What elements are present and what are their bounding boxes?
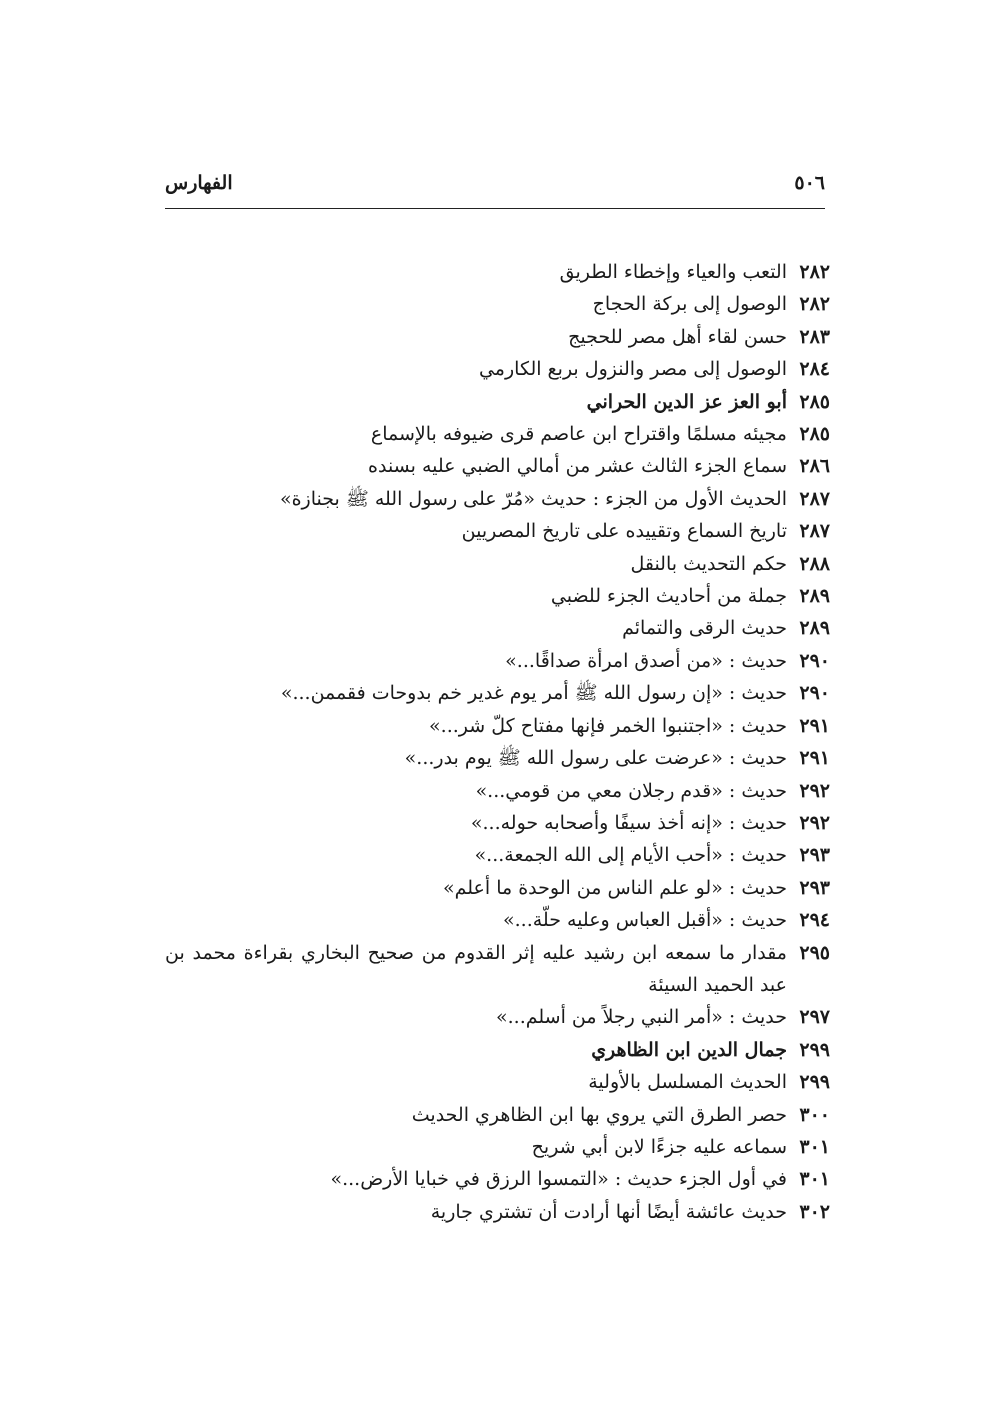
- entry-text: حصر الطرق التي يروي بها ابن الظاهري الحديث: [411, 1103, 787, 1126]
- index-entry: [165, 807, 830, 839]
- entry-text: حديث : «لو علم الناس من الوحدة ما أعلم»: [442, 876, 787, 899]
- entry-page-number: ٣٠١: [799, 1168, 830, 1191]
- entry-page-number: ٣٠٢: [799, 1200, 830, 1223]
- index-entry: [165, 872, 830, 904]
- entry-text: سماعه عليه جزءًا لابن أبي شريح: [531, 1135, 787, 1158]
- entry-page-number: ٢٨٤: [799, 358, 830, 381]
- entry-text: مجيئه مسلمًا واقتراح ابن عاصم قرى ضيوفه بالإسماع: [370, 423, 787, 446]
- entry-page-number: ٢٩٩: [799, 1071, 830, 1094]
- running-title: الفهارس: [165, 172, 233, 194]
- index-entry: [165, 1099, 830, 1131]
- entry-page-number: ٢٩١: [799, 714, 830, 737]
- entry-page-number: ٢٨٢: [799, 293, 830, 316]
- index-entry: [165, 1131, 830, 1163]
- index-entry: [165, 515, 830, 547]
- index-entry: [165, 580, 830, 612]
- entry-page-number: ٣٠٠: [799, 1103, 830, 1126]
- index-entry: [165, 418, 830, 450]
- entry-page-number: ٢٨٣: [799, 325, 830, 348]
- entry-text: مقدار ما سمعه ابن رشيد عليه إثر القدوم من صحيح البخاري بقراءة محمد بن عبد الحميد السيئة: [165, 941, 787, 996]
- index-entry: [165, 839, 830, 871]
- index-entry: [165, 1066, 830, 1098]
- index-entry: [165, 1196, 830, 1228]
- entry-page-number: ٢٩٤: [799, 909, 830, 932]
- entry-text: جملة من أحاديث الجزء للضبي: [550, 585, 787, 608]
- entry-text: حديث : «أقبل العباس وعليه حلّة...»: [502, 909, 787, 932]
- entry-page-number: ٢٩٣: [799, 844, 830, 867]
- entry-text: التعب والعياء وإخطاء الطريق: [559, 261, 787, 283]
- entry-text: الوصول إلى مصر والنزول بربع الكارمي: [478, 358, 787, 381]
- entry-page-number: ٢٨٩: [799, 617, 830, 640]
- index-entry: [165, 386, 830, 418]
- entry-page-number: ٢٨٩: [799, 585, 830, 608]
- entry-page-number: ٢٨٦: [799, 455, 830, 478]
- entry-text: حكم التحديث بالنقل: [630, 552, 787, 575]
- index-entry: [165, 1001, 830, 1033]
- entry-page-number: ٢٩٢: [799, 811, 830, 834]
- page-header: [165, 172, 825, 209]
- index-entry: [165, 904, 830, 936]
- entry-heading: أبو العز عز الدين الحراني: [586, 390, 787, 413]
- index-entry: [165, 450, 830, 482]
- entry-text: حديث : «قدم رجلان معي من قومي...»: [475, 779, 787, 802]
- index-entry: [165, 612, 830, 644]
- entry-text: حديث : «من أصدق امرأة صداقًا...»: [505, 649, 787, 672]
- entry-page-number: ٢٨٨: [799, 552, 830, 575]
- entry-page-number: ٢٩٥: [799, 941, 830, 964]
- index-entry: [165, 677, 830, 709]
- entry-text: حسن لقاء أهل مصر للحجيج: [568, 325, 787, 348]
- index-list: [165, 256, 830, 1228]
- page-number: ٥٠٦: [794, 172, 825, 194]
- entry-page-number: ٢٩٠: [799, 649, 830, 672]
- entry-text: حديث : «إن رسول الله ﷺ أمر يوم غدير خم بدوحات فقممن...»: [280, 682, 787, 705]
- entry-page-number: ٢٩٢: [799, 779, 830, 802]
- index-entry: [165, 256, 830, 288]
- index-entry: [165, 548, 830, 580]
- entry-text: في أول الجزء حديث : «التمسوا الرزق في خبايا الأرض...»: [330, 1168, 787, 1191]
- index-entry: [165, 1163, 830, 1195]
- index-entry: [165, 710, 830, 742]
- index-entry: [165, 775, 830, 807]
- entry-text: الوصول إلى بركة الحجاج: [592, 293, 787, 316]
- entry-page-number: ٢٨٥: [799, 423, 830, 446]
- entry-text: الحديث الأول من الجزء : حديث «مُرّ على رسول الله ﷺ بجنازة»: [279, 487, 787, 510]
- index-entry: [165, 288, 830, 320]
- entry-page-number: ٢٩٧: [799, 1006, 830, 1029]
- index-entry: [165, 483, 830, 515]
- entry-text: حديث : «أمر النبي رجلاً من أسلم...»: [495, 1006, 787, 1029]
- entry-page-number: ٢٨٧: [799, 520, 830, 543]
- entry-text: حديث : «إنه أخذ سيفًا وأصحابه حوله...»: [470, 811, 787, 834]
- entry-text: حديث الرقى والتمائم: [622, 617, 787, 640]
- entry-page-number: ٢٩٣: [799, 876, 830, 899]
- entry-text: تاريخ السماع وتقييده على تاريخ المصريين: [461, 520, 787, 543]
- index-entry: [165, 1034, 830, 1066]
- index-entry: [165, 353, 830, 385]
- entry-page-number: ٢٨٢: [799, 261, 830, 283]
- entry-page-number: ٢٩٠: [799, 682, 830, 705]
- entry-text: سماع الجزء الثالث عشر من أمالي الضبي عليه بسنده: [368, 455, 787, 478]
- entry-page-number: ٢٨٧: [799, 487, 830, 510]
- entry-text: حديث : «اجتنبوا الخمر فإنها مفتاح كلّ شر...»: [429, 714, 787, 737]
- index-entry: [165, 937, 830, 1002]
- entry-page-number: ٣٠١: [799, 1135, 830, 1158]
- entry-page-number: ٢٩٩: [799, 1038, 830, 1061]
- entry-text: حديث : «عرضت على رسول الله ﷺ يوم بدر...»: [404, 747, 787, 770]
- entry-text: الحديث المسلسل بالأولية: [588, 1071, 787, 1094]
- entry-page-number: ٢٩١: [799, 747, 830, 770]
- index-entry: [165, 742, 830, 774]
- entry-heading: جمال الدين ابن الظاهري: [591, 1038, 787, 1061]
- entry-text: حديث : «أحب الأيام إلى الله الجمعة...»: [474, 844, 787, 867]
- index-entry: [165, 645, 830, 677]
- index-entry: [165, 321, 830, 353]
- entry-text: حديث عائشة أيضًا أنها أرادت أن تشتري جارية: [430, 1200, 787, 1223]
- entry-page-number: ٢٨٥: [799, 390, 830, 413]
